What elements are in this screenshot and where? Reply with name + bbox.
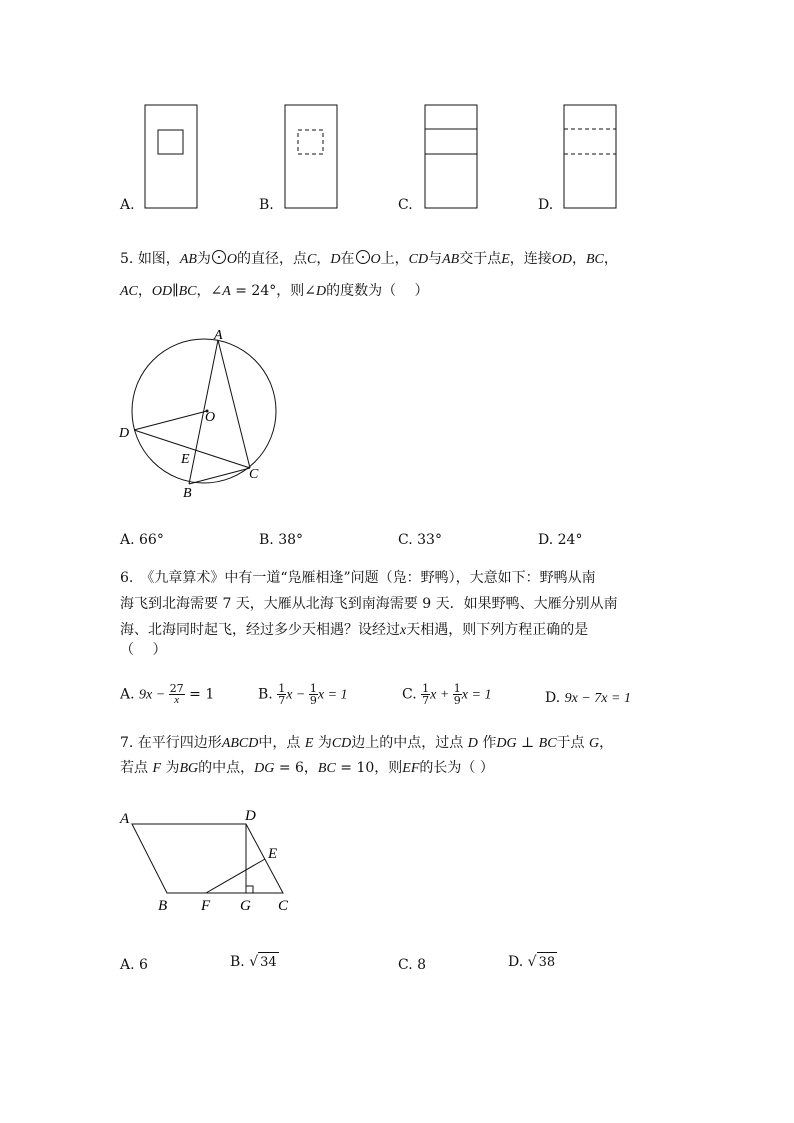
math: BC	[538, 736, 557, 751]
q6-line4: （ ）	[120, 642, 167, 658]
text: 如图，	[137, 251, 180, 267]
q4-figures	[0, 0, 794, 220]
fraction	[309, 683, 318, 706]
q4-figure-a	[145, 105, 197, 208]
label-b: B	[183, 486, 192, 501]
option-letter: A.	[120, 686, 135, 703]
option-letter: A.	[120, 532, 135, 548]
text: 上，	[380, 251, 409, 267]
math: DG	[254, 761, 275, 776]
math: = 1	[184, 686, 215, 703]
q7-option-a[interactable]	[120, 955, 148, 975]
q7-line1	[120, 733, 613, 754]
q6-line2: 海飞到北海需要 7 天，大雁从北海飞到南海需要 9 天．如果野鸭、大雁分别从南	[120, 596, 618, 612]
math: AB	[442, 252, 460, 267]
q6-option-b[interactable]	[258, 683, 348, 706]
label-g: G	[240, 898, 251, 914]
math: DG	[496, 736, 517, 751]
radicand: 38	[537, 952, 558, 973]
option-letter: B.	[259, 532, 274, 548]
math: CD	[408, 252, 429, 267]
math: G	[588, 736, 600, 751]
q5-question-line2	[120, 281, 429, 302]
q4-figure-d	[564, 105, 616, 208]
q4-option-c[interactable]: C.	[398, 197, 413, 213]
denominator: 9	[309, 694, 317, 707]
text: ，	[572, 251, 586, 267]
text: 的度数为（ ）	[326, 283, 429, 299]
text: = 10，则	[335, 760, 403, 776]
text: = 6，	[274, 760, 318, 776]
label-c: C	[278, 898, 289, 914]
math: x −	[286, 687, 309, 703]
fraction	[421, 683, 430, 706]
option-letter: C.	[398, 957, 413, 973]
radicand: 34	[258, 952, 279, 973]
angle-symbol: ∠	[210, 283, 223, 299]
math: BC	[178, 284, 197, 299]
option-letter: B.	[258, 686, 273, 703]
q5-option-c[interactable]	[398, 530, 442, 550]
segment-dc	[134, 430, 250, 468]
text: 为	[313, 735, 332, 751]
circle-dot-icon	[212, 250, 226, 264]
q5-option-d[interactable]	[538, 530, 582, 550]
text: ，	[316, 251, 331, 267]
segment-ac	[218, 340, 250, 468]
q7-option-b[interactable]	[230, 952, 279, 973]
text: 7. 在平行四边形	[120, 735, 222, 751]
denominator: 9	[453, 694, 461, 707]
perpendicular-symbol: ⊥	[516, 735, 539, 751]
fraction	[453, 683, 462, 706]
math: A	[222, 284, 231, 299]
math: OD	[151, 284, 173, 299]
option-letter: C.	[398, 532, 413, 548]
text: ，则∠	[276, 283, 316, 299]
numerator: 1	[278, 682, 286, 695]
text: 为	[196, 251, 211, 267]
label-d: D	[119, 426, 130, 441]
q6-line1: 6. 《九章算术》中有一道“凫雁相逢”问题（凫：野鸭），大意如下：野鸭从南	[120, 570, 596, 586]
math: D	[467, 736, 478, 751]
text: 与	[428, 251, 443, 267]
math: EF	[402, 761, 420, 776]
segment-ef	[206, 859, 265, 893]
text: ，	[137, 283, 152, 299]
text: 中，点	[258, 735, 305, 751]
option-value: 24°	[557, 532, 583, 548]
q5-option-b[interactable]	[259, 530, 303, 550]
math: D	[315, 284, 327, 299]
denominator: 7	[278, 694, 286, 707]
label-a: A	[120, 811, 130, 827]
math: 9x −	[139, 687, 169, 703]
text: 交于点	[459, 251, 502, 267]
label-e: E	[181, 452, 190, 467]
text: 边上的中点，过点	[351, 735, 468, 751]
circle-dot-icon	[356, 250, 370, 264]
math: O	[226, 252, 238, 267]
text: 的中点，	[198, 760, 255, 776]
option-value: 6	[139, 957, 148, 973]
q6-option-c[interactable]	[402, 683, 491, 706]
label-o: O	[205, 410, 216, 425]
q4-figure-b	[285, 105, 337, 208]
option-value: 38°	[278, 532, 304, 548]
fraction	[277, 683, 286, 706]
q7-option-c[interactable]	[398, 955, 426, 975]
option-letter: D.	[538, 532, 554, 548]
q7-line2	[120, 758, 494, 779]
parallel-symbol: ∥	[172, 283, 179, 299]
math: AC	[120, 284, 138, 299]
label-d: D	[245, 808, 256, 824]
q4-option-a[interactable]: A.	[120, 197, 135, 213]
label-b: B	[158, 898, 168, 914]
math: 9x − 7x = 1	[564, 691, 631, 706]
math: O	[370, 252, 381, 267]
option-value: 8	[417, 957, 427, 973]
math: F	[152, 761, 162, 776]
math: CD	[331, 736, 352, 751]
option-value: 66°	[139, 532, 164, 548]
math: BG	[179, 761, 199, 776]
text: 若点	[120, 760, 153, 776]
math: x = 1	[317, 687, 348, 703]
text: 作	[477, 735, 497, 751]
numerator: 27	[169, 682, 184, 695]
text: ，连接	[509, 251, 552, 267]
q6-option-a[interactable]	[120, 683, 214, 706]
math: AB	[179, 252, 197, 267]
q5-question-line1	[120, 249, 618, 270]
label-a: A	[214, 328, 223, 343]
option-letter: C.	[402, 686, 417, 703]
q7-parallelogram-figure	[110, 800, 310, 920]
text: 在	[340, 251, 355, 267]
q6-line3	[120, 620, 588, 641]
right-angle-mark	[246, 886, 253, 893]
denominator: 7	[422, 694, 430, 707]
numerator: 1	[453, 682, 461, 695]
denominator: x	[174, 694, 180, 706]
math: E	[501, 252, 510, 267]
math: ABCD	[221, 736, 259, 751]
text: 海、北海同时起飞，经过多少天相遇？设经过	[120, 622, 400, 638]
parallelogram-abcd	[132, 824, 283, 893]
option-letter: A.	[120, 957, 135, 973]
label-e: E	[268, 846, 278, 862]
text: ，	[603, 251, 618, 267]
q7-option-d[interactable]	[508, 952, 557, 973]
square-root: √ 38	[528, 952, 557, 973]
text: 天相遇，则下列方程正确的是	[406, 622, 589, 638]
text: 于点	[556, 735, 589, 751]
q5-circle-figure	[110, 320, 300, 510]
label-c: C	[249, 467, 259, 482]
option-value: 33°	[417, 532, 442, 548]
square-root: √ 34	[249, 952, 278, 973]
text: 的直径，点	[237, 251, 308, 267]
text: 为	[161, 760, 180, 776]
text: = 24°	[230, 283, 277, 299]
math: x +	[430, 687, 453, 703]
math: BC	[317, 761, 336, 776]
math: E	[304, 736, 314, 751]
segment-od	[134, 411, 207, 430]
math: x	[400, 623, 407, 638]
math: BC	[586, 252, 604, 267]
q4-figure-c	[425, 105, 477, 208]
math: D	[330, 252, 341, 267]
q5-number: 5.	[120, 251, 134, 267]
numerator: 1	[309, 682, 317, 695]
option-letter: B.	[230, 954, 245, 970]
q6-option-d[interactable]	[545, 688, 631, 709]
math: C	[307, 252, 317, 267]
text: ，	[196, 283, 211, 299]
text: 的长为（ ）	[419, 760, 494, 776]
fraction	[169, 683, 185, 706]
option-letter: D.	[545, 690, 561, 706]
text: ，	[599, 735, 614, 751]
math: x = 1	[461, 687, 492, 703]
label-f: F	[201, 898, 211, 914]
q4-option-b[interactable]: B.	[259, 197, 274, 213]
q5-option-a[interactable]	[120, 530, 164, 550]
math: OD	[551, 252, 572, 267]
numerator: 1	[422, 682, 430, 695]
option-letter: D.	[508, 954, 524, 970]
q4-option-d[interactable]: D.	[538, 197, 554, 213]
